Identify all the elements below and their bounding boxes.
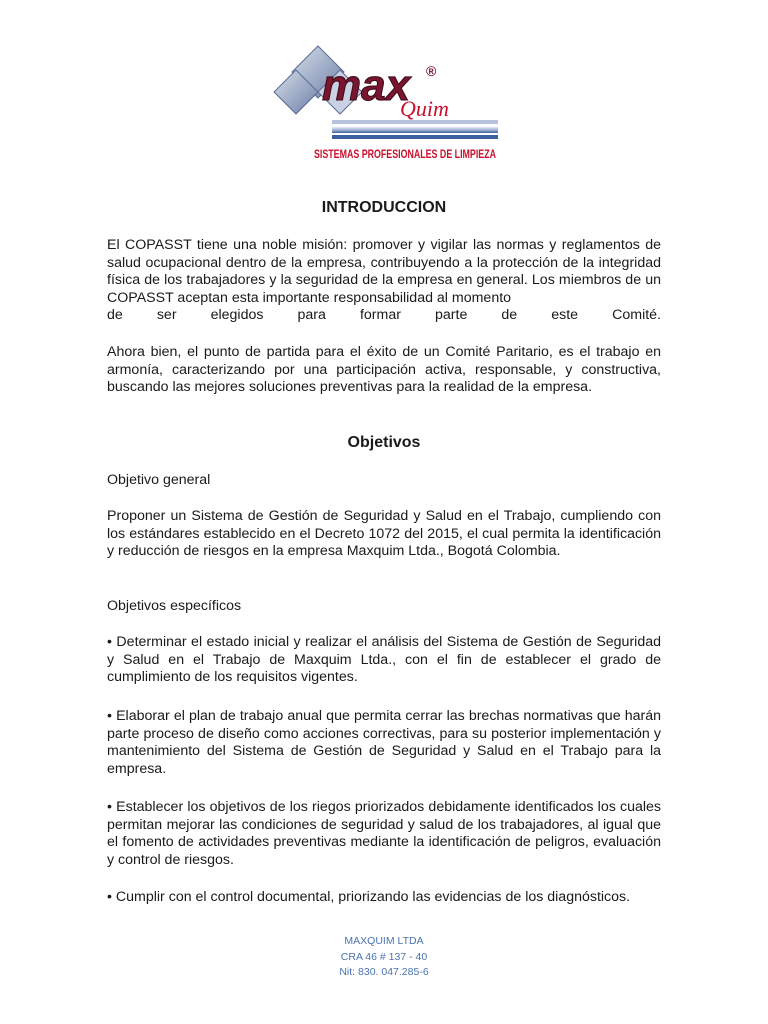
company-logo — [268, 38, 503, 164]
list-item: • Determinar el estado inicial y realizar el análisis del Sistema de Gestión de Seguridad y Salud en el Trabajo de Maxquim Ltda., con el fin de establecer el grado de cumplimiento de los requisitos vigentes. — [107, 634, 661, 686]
objectives-heading: Objetivos — [347, 434, 421, 451]
page-footer — [0, 934, 768, 981]
list-item: • Elaborar el plan de trabajo anual que permita cerrar las brechas normativas que harán parte proceso de diseño como acciones correctivas, para su posterior implementación y mantenimiento del Sistema de Gestión de Seguridad y Salud en el Trabajo para la empresa. — [107, 708, 661, 777]
general-objective-label: Objetivo general — [107, 472, 211, 488]
intro-paragraph-1 — [107, 237, 661, 307]
logo-registered-mark: ® — [426, 63, 437, 79]
general-objective-text: Proponer un Sistema de Gestión de Seguridad y Salud en el Trabajo, cumpliendo con los estándares establecido en el Decreto 1072 del 2015, el cual permita la identificación y reducción de riesgos en la empresa Maxquim Ltda., Bogotá Colombia. — [107, 508, 661, 560]
logo-tagline: SISTEMAS PROFESIONALES DE LIMPIEZA — [314, 149, 496, 161]
logo-brand-sub: Quim — [400, 96, 449, 121]
intro-paragraph-1-last-line: de ser elegidos para formar parte de este Comité. — [107, 307, 661, 323]
footer-address: CRA 46 # 137 - 40 — [340, 950, 428, 963]
specific-objectives-label: Objetivos específicos — [107, 598, 242, 614]
intro-paragraph-2: Ahora bien, el punto de partida para el éxito de un Comité Paritario, es el trabajo en armonía, caracterizando por una participación activa, responsable, y constructiva, buscando las mejores soluciones preventivas para la realidad de la empresa. — [107, 344, 661, 396]
intro-paragraph-1-text: El COPASST tiene una noble misión: promover y vigilar las normas y reglamentos de salud ocupacional dentro de la empresa, contribuyendo a la protección de la integridad física de los trabajadores y la seguridad de la empresa en general. Los miembros de un COPASST aceptan esta importante responsabilidad al momento — [107, 237, 661, 306]
footer-nit: Nit: 830. 047.285-6 — [339, 966, 429, 978]
page-title: INTRODUCCION — [321, 199, 447, 216]
list-item: • Cumplir con el control documental, priorizando las evidencias de los diagnósticos. — [107, 889, 631, 905]
list-item: • Establecer los objetivos de los riegos priorizados debidamente identificados los cuales permitan mejorar las condiciones de seguridad y salud de los trabajadores, al igual que el fomento de actividades preventivas mediante la identificación de peligros, evaluación y control de riesgos. — [107, 799, 661, 868]
logo-brand-main: max — [322, 61, 411, 110]
footer-company: MAXQUIM LTDA — [344, 935, 424, 947]
